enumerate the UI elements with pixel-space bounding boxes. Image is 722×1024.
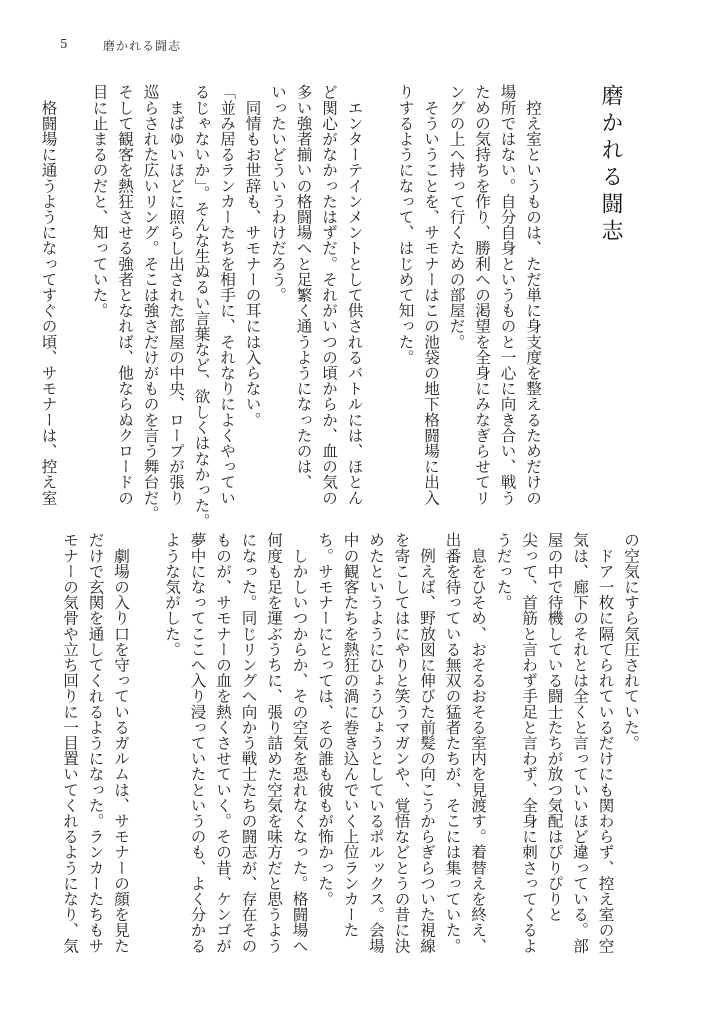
text-column: ような気がした。: [163, 532, 181, 657]
text-column: ど関心がなかったはずだ。それがいつの頃からか、血の気の: [320, 84, 338, 506]
text-column: まばゆいほどに照らし出された部屋の中央、ロープが張り: [167, 84, 185, 506]
text-column: そういうことを、サモナーはこの池袋の地下格闘場に出入: [422, 84, 440, 506]
text-column: [367, 84, 393, 504]
text-column: めたというようにひょうひょうとしているポルックス。会場: [367, 532, 385, 954]
text-column: を寄こしてはにやりと笑うマガンや、覚悟などとうの昔に決: [392, 532, 411, 954]
text-column: 例えば、野放図に伸びた前髪の向こうからぎらついた視線: [418, 532, 436, 954]
text-column: 同情もお世辞も、サモナーの耳には入らない。: [243, 84, 262, 428]
text-column: るじゃないか」。そんな生ぬるい言葉など、欲しくはなかった。: [192, 84, 211, 529]
text-column: 尖って、首筋と言わず手足と言わず、全身に刺さってくるよ: [520, 532, 538, 954]
text-column: 格闘場に通うようになってすぐの頃、サモナーは、控え室: [39, 84, 58, 506]
text-column: いったいどういうわけだろう。: [269, 84, 287, 303]
text-column: 巡らされた広いリング。そこは強さだけがものを言う舞台だ。: [141, 84, 160, 521]
text-column: 場所ではない。自分自身というものと一心に向き合い、戦う: [498, 84, 517, 506]
text-column: ものが、サモナーの血を熱くさせていく。その昔、ケンゴが: [214, 532, 232, 954]
text-column: [133, 532, 159, 952]
text-column: になった。同じリングへ向かう戦士たちの闘志が、存在その: [239, 532, 258, 954]
text-column: [61, 84, 87, 504]
text-column: ングの上へ持って行くための部屋だ。: [447, 84, 466, 350]
text-column: 控え室というものは、ただ単に身支度を整えるためだけの: [524, 84, 542, 506]
text-column: 劇場の入り口を守っているガルムは、サモナーの顔を見た: [112, 532, 130, 954]
text-column: の空気にすら気圧されていた。: [622, 532, 640, 751]
lower-text-block: [57, 532, 644, 952]
running-title: 磨かれる闘志: [103, 39, 182, 53]
text-column: 出番を待っている無双の猛者たちが、そこには集っていた。: [443, 532, 462, 954]
text-column: 気は、廊下のそれとは全くと言っていいほど違っている。部: [571, 532, 589, 954]
text-column: りするようになって、はじめて知った。: [396, 84, 415, 365]
text-column: ち。サモナーにとっては、その誰も彼もが怖かった。: [316, 532, 334, 907]
upper-text-block: [35, 84, 545, 529]
text-column: 夢中になってここへ入り浸っていたというのも、よく分かる: [188, 532, 207, 954]
text-column: 屋の中で待機している闘士たちが放つ気配はぴりぴりと: [545, 532, 564, 922]
text-column: 目に止まるのだと、知っていた。: [90, 84, 109, 318]
chapter-title: 磨かれる闘志: [598, 84, 623, 246]
text-column: 多い強者揃いの格闘場へと足繁く通うようになったのは、: [294, 84, 313, 490]
text-column: モナーの気骨や立ち回りに一目置いてくれるようになり、気: [61, 532, 79, 954]
text-column: しかしいつからか、その空気を恐れなくなった。格闘場へ: [290, 532, 309, 954]
text-column: 「並み居るランカーたちを相手に、それなりによくやってい: [218, 84, 236, 506]
text-column: 中の観客たちを熱狂の渦に巻き込んでいく上位ランカーた: [341, 532, 360, 938]
page-number: 5: [60, 37, 68, 51]
text-column: ドア一枚に隔てられているだけにも関わらず、控え室の空: [596, 532, 615, 954]
text-column: 息をひそめ、おそるおそる室内を見渡す。着替えを終え、: [469, 532, 487, 954]
text-column: ための気持ちを作り、勝利への渇望を全身にみなぎらせてリ: [473, 84, 491, 506]
text-column: そして観客を熱狂させる強者となれば、他ならぬクロードの: [116, 84, 134, 506]
text-column: エンターテインメントとして供されるバトルには、ほとん: [345, 84, 364, 506]
text-column: 何度も足を運ぶうちに、張り詰めた空気を味方だと思うよう: [265, 532, 283, 954]
text-column: うだった。: [494, 532, 513, 610]
text-column: だけで玄関を通してくれるようになった。ランカーたちもサ: [86, 532, 105, 954]
